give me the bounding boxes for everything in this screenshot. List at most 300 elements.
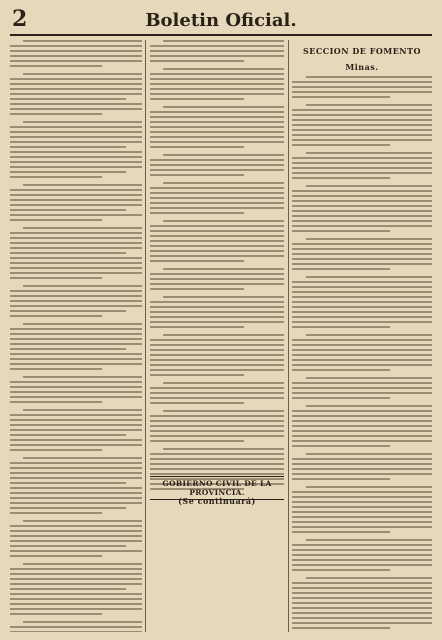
text-line (292, 96, 390, 98)
paragraph (150, 68, 284, 100)
text-line (150, 425, 284, 427)
text-line (10, 593, 142, 595)
text-line (10, 328, 142, 330)
page-number: 2 (12, 6, 28, 32)
text-line (10, 429, 142, 431)
text-line (10, 78, 142, 80)
text-line (163, 154, 284, 156)
text-line (150, 121, 284, 123)
text-line (292, 415, 432, 417)
text-line (10, 540, 142, 542)
text-line (150, 78, 284, 80)
text-line (10, 88, 142, 90)
text-line (150, 255, 284, 257)
text-line (10, 424, 142, 426)
text-line (10, 462, 142, 464)
text-line (10, 608, 142, 610)
text-line (292, 86, 432, 88)
text-line (150, 326, 244, 328)
text-line (292, 531, 390, 533)
text-line (292, 268, 390, 270)
text-line (10, 131, 142, 133)
paragraph (10, 520, 142, 557)
text-line (150, 453, 284, 455)
text-line (292, 286, 432, 288)
text-line (292, 526, 432, 528)
text-line (292, 369, 390, 371)
text-line (292, 119, 432, 121)
text-line (10, 262, 142, 264)
text-line (150, 415, 284, 417)
paragraph (10, 621, 142, 632)
text-line (150, 141, 284, 143)
text-line (292, 195, 432, 197)
text-line (292, 144, 390, 146)
text-line (292, 559, 432, 561)
text-line (10, 512, 102, 514)
text-line (10, 141, 142, 143)
text-line (150, 98, 244, 100)
text-line (150, 273, 284, 275)
text-line (10, 219, 102, 221)
text-line (292, 296, 432, 298)
paragraph (10, 40, 142, 67)
text-line (10, 310, 126, 312)
text-line (150, 316, 284, 318)
text-line (10, 247, 142, 249)
text-line (292, 258, 432, 260)
text-line (292, 281, 432, 283)
text-line (23, 227, 142, 229)
text-line (150, 240, 284, 242)
text-line (10, 598, 142, 600)
text-line (150, 197, 284, 199)
text-line (150, 202, 284, 204)
text-line (292, 253, 432, 255)
paragraph (150, 268, 284, 290)
text-line (150, 288, 244, 290)
text-line (292, 617, 432, 619)
text-line (306, 486, 432, 488)
text-line (150, 339, 284, 341)
text-line (292, 410, 432, 412)
text-line (292, 420, 432, 422)
text-line (292, 190, 432, 192)
text-line (10, 348, 126, 350)
text-line (292, 521, 432, 523)
text-line (292, 511, 432, 513)
text-line (292, 172, 432, 174)
text-line (10, 333, 142, 335)
paragraph (292, 405, 432, 447)
text-line (10, 171, 126, 173)
text-line (10, 414, 142, 416)
text-line (10, 535, 142, 537)
text-line (292, 177, 390, 179)
text-line (10, 434, 126, 436)
text-line (150, 207, 284, 209)
text-line (306, 405, 432, 407)
text-line (292, 225, 432, 227)
text-line (10, 136, 142, 138)
text-line (10, 482, 126, 484)
text-line (306, 577, 432, 579)
text-line (306, 238, 432, 240)
text-line (23, 376, 142, 378)
paragraph (150, 410, 284, 442)
text-line (10, 151, 142, 153)
text-line (292, 445, 390, 447)
text-line (10, 449, 102, 451)
text-line (163, 410, 284, 412)
paragraph (292, 238, 432, 270)
text-line (292, 321, 432, 323)
text-line (292, 129, 432, 131)
text-line (292, 473, 432, 475)
text-line (10, 209, 126, 211)
text-line (150, 192, 284, 194)
text-line (10, 277, 102, 279)
text-line (10, 603, 142, 605)
paragraph (10, 457, 142, 514)
text-line (150, 468, 284, 470)
text-line (163, 382, 284, 384)
text-line (150, 440, 244, 442)
text-line (306, 334, 432, 336)
page-header (10, 6, 432, 36)
paragraph (150, 106, 284, 148)
text-line (10, 525, 142, 527)
text-line (10, 613, 102, 615)
text-line (150, 93, 284, 95)
text-line (10, 363, 142, 365)
text-line (292, 91, 432, 93)
text-line (292, 167, 432, 169)
paragraph (150, 40, 284, 62)
text-line (10, 497, 142, 499)
text-line (306, 152, 432, 154)
text-line (10, 507, 126, 509)
text-line (10, 381, 142, 383)
text-line (23, 285, 142, 287)
section-heading: (Se continuará) (178, 496, 256, 506)
text-line (292, 478, 390, 480)
text-line (150, 187, 284, 189)
text-line (10, 194, 142, 196)
text-line (150, 73, 284, 75)
text-line (10, 199, 142, 201)
text-line (150, 174, 244, 176)
text-line (150, 420, 284, 422)
text-line (292, 349, 432, 351)
text-line (306, 185, 432, 187)
text-line (292, 501, 432, 503)
text-line (150, 230, 284, 232)
text-line (10, 252, 126, 254)
masthead-title: Boletin Oficial. (145, 10, 297, 31)
text-line (163, 448, 284, 450)
text-line (292, 139, 432, 141)
text-line (150, 111, 284, 113)
paragraph (292, 76, 432, 98)
text-line (292, 354, 432, 356)
text-line (306, 104, 432, 106)
text-line (306, 539, 432, 541)
column-rule (288, 40, 289, 632)
text-line (292, 430, 432, 432)
text-line (292, 597, 432, 599)
text-line (150, 278, 284, 280)
paragraph (10, 121, 142, 178)
paragraph (150, 296, 284, 328)
text-line (10, 545, 126, 547)
text-line (150, 397, 284, 399)
text-line (292, 463, 432, 465)
text-line (150, 88, 284, 90)
text-line (150, 136, 284, 138)
text-line (292, 582, 432, 584)
text-line (150, 225, 284, 227)
text-line (150, 392, 284, 394)
text-line (10, 146, 126, 148)
paragraph (150, 334, 284, 376)
text-line (306, 276, 432, 278)
text-line (10, 295, 142, 297)
text-line (150, 260, 244, 262)
text-line (292, 81, 432, 83)
paragraph (150, 182, 284, 214)
text-line (292, 397, 390, 399)
text-line (10, 204, 142, 206)
text-line (10, 103, 142, 105)
text-line (292, 491, 432, 493)
text-line (150, 212, 244, 214)
text-line (150, 311, 284, 313)
text-line (163, 182, 284, 184)
text-line (163, 268, 284, 270)
paragraph (150, 220, 284, 262)
text-line (292, 468, 432, 470)
text-line (163, 220, 284, 222)
text-line (292, 109, 432, 111)
text-line (10, 55, 142, 57)
text-line (10, 386, 142, 388)
text-line (10, 444, 142, 446)
paragraph (292, 539, 432, 571)
text-line (292, 458, 432, 460)
text-line (292, 359, 432, 361)
text-line (292, 326, 390, 328)
paragraph (150, 154, 284, 176)
text-line (10, 83, 142, 85)
text-line (10, 45, 142, 47)
text-line (10, 214, 142, 216)
paragraph (292, 453, 432, 480)
text-line (292, 592, 432, 594)
text-line (150, 344, 284, 346)
text-line (10, 358, 142, 360)
text-line (150, 402, 244, 404)
text-line (10, 126, 142, 128)
text-line (292, 114, 432, 116)
paragraph (292, 486, 432, 533)
text-line (23, 520, 142, 522)
text-line (10, 502, 142, 504)
text-line (10, 467, 142, 469)
section-heading: SECCION DE FOMENTO (302, 46, 422, 56)
paragraph (10, 376, 142, 403)
text-line (292, 215, 432, 217)
text-line (306, 377, 432, 379)
text-line (10, 98, 126, 100)
text-line (292, 506, 432, 508)
text-line (10, 108, 142, 110)
paragraph (150, 382, 284, 404)
text-line (10, 492, 142, 494)
text-line (23, 121, 142, 123)
text-line (150, 60, 244, 62)
text-line (292, 554, 432, 556)
text-line (292, 243, 432, 245)
text-line (150, 301, 284, 303)
text-line (292, 364, 432, 366)
text-line (10, 93, 142, 95)
text-line (150, 349, 284, 351)
text-line (10, 368, 102, 370)
text-line (23, 323, 142, 325)
text-line (150, 45, 284, 47)
text-line (150, 131, 284, 133)
text-line (150, 126, 284, 128)
paragraph (292, 276, 432, 328)
text-line (150, 55, 284, 57)
text-line (292, 612, 432, 614)
text-line (23, 40, 142, 42)
paragraph (10, 73, 142, 115)
text-line (292, 162, 432, 164)
text-line (150, 359, 284, 361)
text-line (150, 463, 284, 465)
text-line (150, 435, 284, 437)
text-line (10, 257, 142, 259)
paragraph (10, 184, 142, 221)
text-line (10, 113, 102, 115)
text-line (292, 301, 432, 303)
text-line (10, 232, 142, 234)
text-line (150, 354, 284, 356)
text-line (292, 425, 432, 427)
text-line (150, 235, 284, 237)
text-line (306, 453, 432, 455)
text-line (292, 516, 432, 518)
text-line (10, 156, 142, 158)
column-2 (150, 40, 284, 632)
text-line (10, 573, 142, 575)
text-line (10, 176, 102, 178)
text-line (292, 549, 432, 551)
text-line (292, 587, 432, 589)
text-line (150, 50, 284, 52)
text-line (150, 169, 284, 171)
paragraph (292, 104, 432, 146)
column-3 (292, 40, 432, 632)
paragraph (10, 563, 142, 615)
text-line (10, 65, 102, 67)
text-line (10, 166, 142, 168)
column-rule (145, 40, 146, 632)
text-line (292, 387, 432, 389)
text-line (150, 250, 284, 252)
text-line (150, 116, 284, 118)
text-line (292, 248, 432, 250)
text-line (292, 564, 432, 566)
text-line (292, 622, 432, 624)
text-line (10, 631, 142, 632)
paragraph (10, 285, 142, 317)
text-line (150, 306, 284, 308)
text-line (150, 164, 284, 166)
section-band: GOBIERNO CIVIL DE LA PROVINCIA. (150, 476, 284, 500)
paragraph (10, 409, 142, 451)
text-line (292, 440, 432, 442)
text-line (23, 621, 142, 623)
text-line (10, 60, 142, 62)
text-line (10, 315, 102, 317)
text-line (150, 245, 284, 247)
text-line (23, 184, 142, 186)
text-line (150, 159, 284, 161)
text-line (10, 578, 142, 580)
paragraph (292, 377, 432, 399)
text-line (10, 343, 142, 345)
text-line (10, 353, 142, 355)
text-line (163, 106, 284, 108)
text-line (292, 291, 432, 293)
section-subheading: Minas. (345, 62, 379, 72)
text-line (150, 387, 284, 389)
text-line (292, 569, 390, 571)
paragraph (292, 334, 432, 371)
text-line (150, 430, 284, 432)
text-line (292, 316, 432, 318)
text-line (10, 237, 142, 239)
paragraph (292, 577, 432, 629)
text-line (10, 401, 102, 403)
text-line (10, 50, 142, 52)
text-line (10, 242, 142, 244)
text-line (292, 306, 432, 308)
text-line (292, 200, 432, 202)
paragraph (10, 227, 142, 279)
text-line (292, 435, 432, 437)
text-line (23, 457, 142, 459)
text-line (292, 392, 432, 394)
text-line (150, 83, 284, 85)
text-line (10, 626, 142, 628)
text-line (10, 583, 142, 585)
text-line (150, 374, 244, 376)
text-line (292, 157, 432, 159)
text-line (292, 382, 432, 384)
text-line (10, 161, 142, 163)
text-line (292, 496, 432, 498)
text-line (10, 305, 142, 307)
text-line (150, 283, 284, 285)
text-line (150, 146, 244, 148)
text-line (10, 189, 142, 191)
text-line (292, 544, 432, 546)
text-line (10, 550, 142, 552)
